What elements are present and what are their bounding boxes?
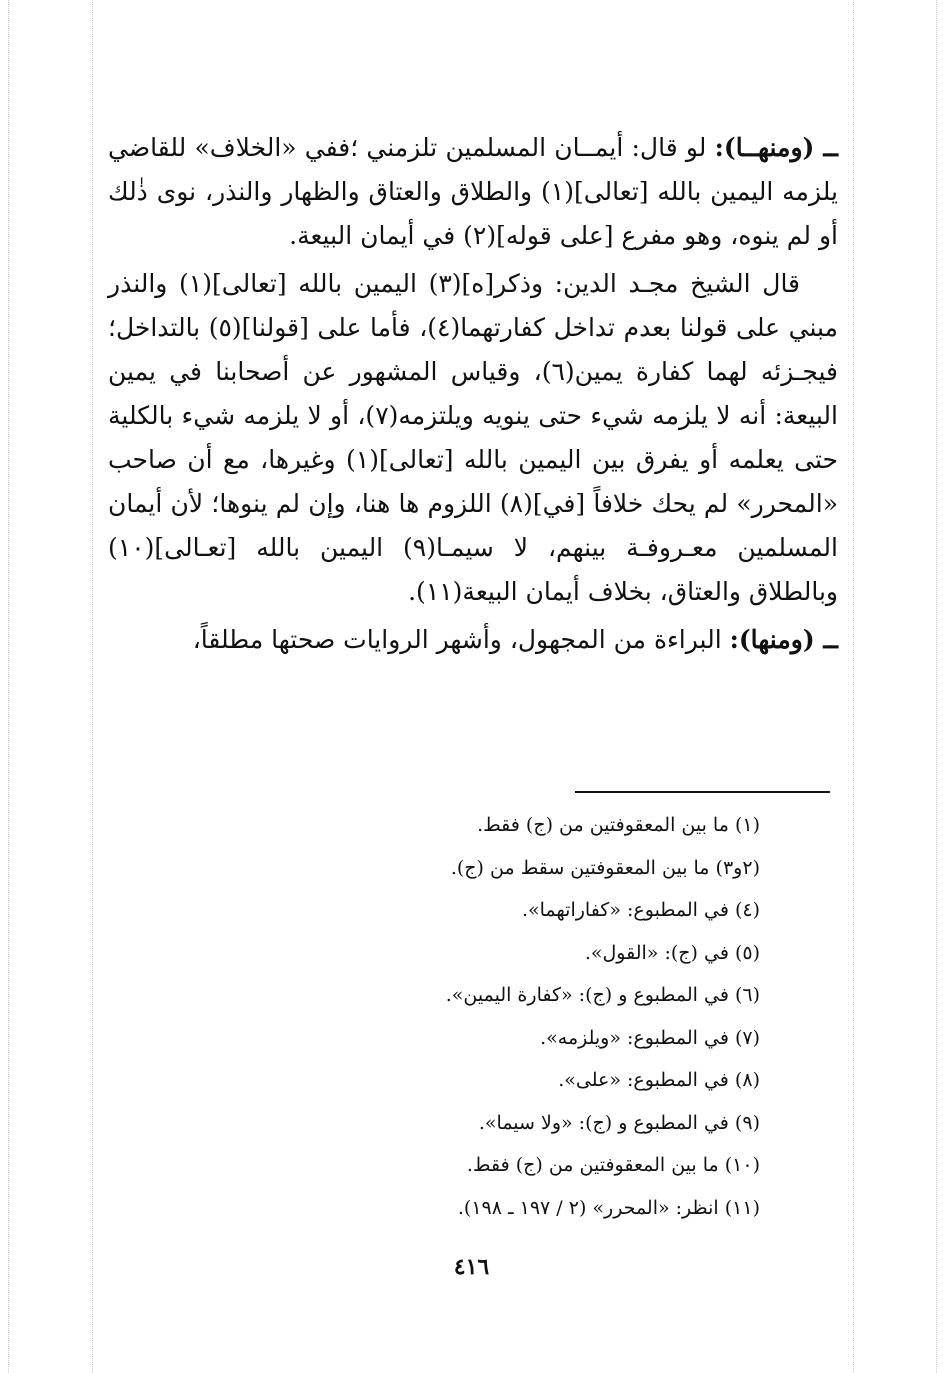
footnote: (١٠) ما بين المعقوفتين من (ج) فقط. bbox=[466, 1154, 760, 1176]
footnote: (٨) في المطبوع: «على». bbox=[558, 1069, 760, 1091]
footnote: (١) ما بين المعقوفتين من (ج) فقط. bbox=[477, 814, 760, 836]
footnote: (٦) في المطبوع و (ج): «كفارة اليمين». bbox=[445, 984, 760, 1006]
footnote: (٧) في المطبوع: «ويلزمه». bbox=[540, 1026, 760, 1049]
footnote: (٩) في المطبوع و (ج): «ولا سيما». bbox=[478, 1111, 760, 1134]
paragraph-text: لو قال: أيمــان المسلمين تلزمني ؛ففي «الخلاف» للقاضي يلزمه اليمين بالله [تعالى](١) والطلاق والعتاق والظهار والنذر، نوى ذٰلك أو لم ينوه، وهو مفرع [على قوله](٢) في أيمان البيعة. bbox=[108, 133, 838, 250]
footnote: (٢و٣) ما بين المعقوفتين سقط من (ج). bbox=[450, 856, 760, 879]
scan-guide-line bbox=[92, 0, 93, 1373]
footnotes-list bbox=[200, 804, 760, 1229]
footnote-separator bbox=[575, 791, 830, 793]
paragraph-text: قال الشيخ مجـد الدين: وذكر[ه](٣) اليمين بالله [تعالى](١) والنذر مبني على قولنا بعدم تداخل كفارتهما(٤)، فأما على [قولنا](٥) بالتداخل؛ فيجـزئه لهما كفارة يمين(٦)، وقياس المشهور عن أصحابنا في يمين البيعة: أنه لا يلزمه شيء حتى ينويه ويلتزمه(٧)، أو لا يلزمه شيء بالكلية حتى يعلمه أو يفرق بين اليمين بالله [تعالى](١) وغيرها، مع أن صاحب «المحرر» لم يحك خلافاً [في](٨) اللزوم ها هنا، وإن لم ينوها؛ لأن أيمان المسلمين معـروفـة بينهم، لا سيمـا(٩) اليمين بالله [تعـالى](١٠) وبالطلاق والعتاق، بخلاف أيمان البيعة(١١). bbox=[108, 269, 838, 606]
footnote: (١١) انظر: «المحرر» (٢ / ١٩٧ ـ ١٩٨). bbox=[457, 1196, 760, 1219]
scan-guide-line bbox=[8, 0, 9, 1373]
scan-guide-line bbox=[936, 0, 937, 1373]
section-lead: ــ (ومنها): bbox=[729, 625, 838, 654]
section-lead: ــ (ومنهــا): bbox=[714, 133, 838, 162]
main-text bbox=[108, 126, 838, 666]
paragraph-3 bbox=[108, 618, 838, 662]
paragraph-2 bbox=[108, 262, 838, 614]
scan-guide-line bbox=[853, 0, 854, 1373]
footnote: (٥) في (ج): «القول». bbox=[584, 941, 760, 964]
footnote: (٤) في المطبوع: «كفاراتهما». bbox=[521, 899, 760, 921]
paragraph-text: البراءة من المجهول، وأشهر الروايات صحتها مطلقاً، bbox=[192, 625, 730, 654]
paragraph-1 bbox=[108, 126, 838, 258]
page-number: ٤١٦ bbox=[453, 1254, 490, 1280]
